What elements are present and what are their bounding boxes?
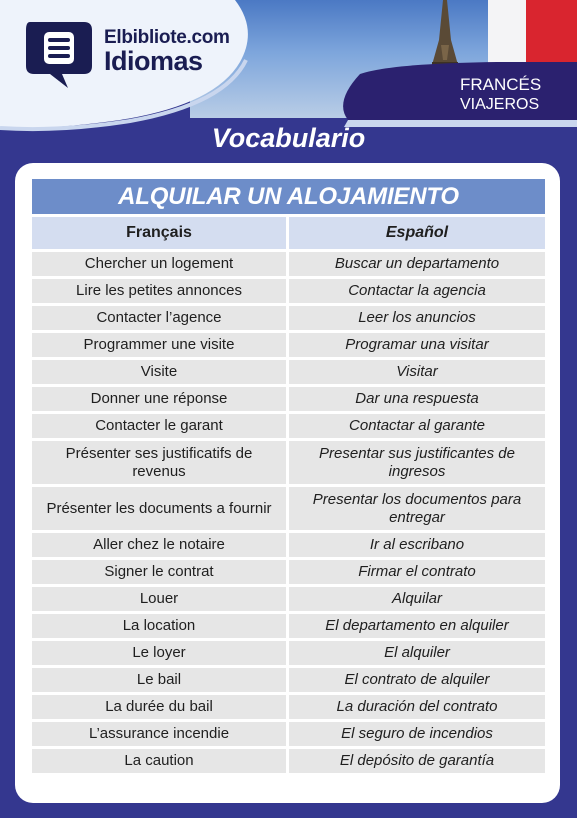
table-row: [32, 722, 545, 746]
section-title: Vocabulario: [211, 123, 366, 153]
table-row: [32, 695, 545, 719]
table-row: [32, 614, 545, 638]
table-row: [32, 252, 545, 276]
table-row: [32, 360, 545, 384]
french-term: La location: [32, 614, 286, 638]
french-term: Le bail: [32, 668, 286, 692]
french-term: Contacter l’agence: [32, 306, 286, 330]
spanish-term: Presentar los documentos para entregar: [289, 487, 545, 530]
spanish-term: El seguro de incendios: [289, 722, 545, 746]
table-row: [32, 306, 545, 330]
table-row: [32, 441, 545, 484]
spanish-term: Contactar al garante: [289, 414, 545, 438]
vocabulary-table: [32, 179, 545, 773]
course-audience: VIAJEROS: [460, 96, 540, 113]
french-term: Signer le contrat: [32, 560, 286, 584]
table-row: [32, 279, 545, 303]
spanish-term: Visitar: [289, 360, 545, 384]
french-term: Louer: [32, 587, 286, 611]
spanish-term: La duración del contrato: [289, 695, 545, 719]
table-row: [32, 487, 545, 530]
french-term: Contacter le garant: [32, 414, 286, 438]
french-term: L’assurance incendie: [32, 722, 286, 746]
spanish-term: Leer los anuncios: [289, 306, 545, 330]
spanish-term: Contactar la agencia: [289, 279, 545, 303]
spanish-term: Buscar un departamento: [289, 252, 545, 276]
spanish-term: El alquiler: [289, 641, 545, 665]
spanish-term: Firmar el contrato: [289, 560, 545, 584]
brand-name: Idiomas: [104, 46, 203, 76]
header-spanish: Español: [289, 217, 545, 249]
french-term: La caution: [32, 749, 286, 773]
spanish-term: Ir al escribano: [289, 533, 545, 557]
french-term: Chercher un logement: [32, 252, 286, 276]
table-title: ALQUILAR UN ALOJAMIENTO: [32, 179, 545, 214]
header-french: Français: [32, 217, 286, 249]
french-term: Présenter les documents a fournir: [32, 487, 286, 530]
spanish-term: Programar una visitar: [289, 333, 545, 357]
table-header-row: [32, 217, 545, 249]
course-language: FRANCÉS: [460, 75, 542, 94]
spanish-term: Alquilar: [289, 587, 545, 611]
table-row: [32, 387, 545, 411]
table-body: [32, 252, 545, 773]
french-term: Le loyer: [32, 641, 286, 665]
page-header: [0, 0, 577, 135]
brand-site: Elbibliote.com: [104, 27, 230, 48]
spanish-term: Presentar sus justificantes de ingresos: [289, 441, 545, 484]
table-row: [32, 560, 545, 584]
french-term: Visite: [32, 360, 286, 384]
table-row: [32, 333, 545, 357]
spanish-term: El departamento en alquiler: [289, 614, 545, 638]
table-row: [32, 414, 545, 438]
table-row: [32, 668, 545, 692]
spanish-term: El contrato de alquiler: [289, 668, 545, 692]
table-row: [32, 749, 545, 773]
spanish-term: Dar una respuesta: [289, 387, 545, 411]
french-term: Présenter ses justificatifs de revenus: [32, 441, 286, 484]
course-panel: [340, 62, 577, 127]
table-row: [32, 641, 545, 665]
french-term: La durée du bail: [32, 695, 286, 719]
table-row: [32, 533, 545, 557]
french-term: Donner une réponse: [32, 387, 286, 411]
table-row: [32, 587, 545, 611]
speech-bubble-book-icon: [22, 18, 96, 92]
french-term: Programmer une visite: [32, 333, 286, 357]
french-term: Lire les petites annonces: [32, 279, 286, 303]
spanish-term: El depósito de garantía: [289, 749, 545, 773]
french-term: Aller chez le notaire: [32, 533, 286, 557]
